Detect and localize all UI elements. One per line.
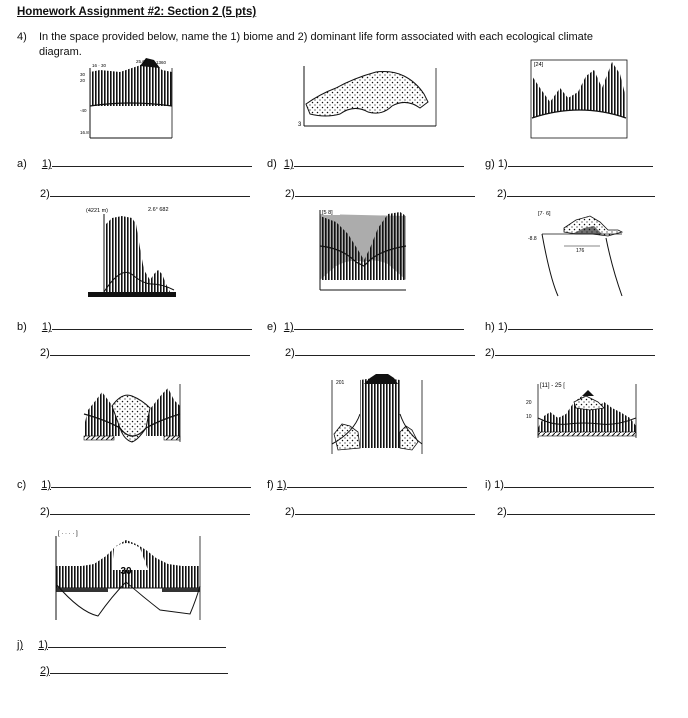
- diagram-b-header-left: (4221 m): [86, 208, 109, 214]
- answer-f-blank2[interactable]: [295, 503, 475, 515]
- climate-diagram-i: [520, 378, 644, 444]
- diagram-i-axis-b: 10: [526, 414, 532, 420]
- diagram-a-axis-low: -40: [80, 108, 87, 113]
- climate-diagram-c: [76, 380, 186, 446]
- answer-j-num2: 2): [40, 665, 50, 677]
- answer-e-letter: e): [267, 321, 277, 333]
- answer-c-blank2[interactable]: [50, 503, 250, 515]
- answer-b-blank2[interactable]: [50, 344, 250, 356]
- answer-b-line2: [40, 344, 250, 359]
- answer-c-line1: [17, 476, 251, 491]
- answer-i-line1: [485, 476, 654, 491]
- answer-h-blank2[interactable]: [495, 344, 655, 356]
- answer-a-num2: 2): [40, 188, 50, 200]
- question-text-line1: In the space provided below, name the 1) biome and 2) dominant life form associated with each ecological climate: [39, 31, 593, 43]
- answer-c-line2: [40, 503, 250, 518]
- answer-j-blank1[interactable]: [48, 636, 226, 648]
- diagram-a-axis-top: 30: [80, 72, 86, 77]
- answer-e-num2: 2): [285, 347, 295, 359]
- answer-h-blank1[interactable]: [508, 318, 653, 330]
- answer-b-letter: b): [17, 321, 27, 333]
- answer-f-blank1[interactable]: [287, 476, 467, 488]
- answer-a-blank2[interactable]: [50, 185, 250, 197]
- climate-diagram-g: [530, 58, 628, 140]
- diagram-b-header-right: 2.6° 682: [148, 207, 169, 213]
- answer-h-line2: [485, 344, 655, 359]
- diagram-h-value: 176: [576, 248, 585, 254]
- answer-j-line1: [17, 636, 226, 651]
- climate-diagram-d: [296, 66, 442, 130]
- answer-b-blank1[interactable]: [52, 318, 252, 330]
- answer-b-num2: 2): [40, 347, 50, 359]
- diagram-f-header: 201: [336, 380, 345, 386]
- answer-a-line2: [40, 185, 250, 200]
- climate-diagram-j: [50, 526, 208, 622]
- answer-g-num1: 1): [497, 158, 508, 170]
- question-text-line2: diagram.: [39, 46, 82, 58]
- answer-h-line1: [485, 318, 653, 333]
- answer-d-line1: [267, 155, 464, 170]
- diagram-h-header: [7· 6]: [538, 211, 551, 217]
- answer-j-blank2[interactable]: [50, 662, 228, 674]
- answer-i-blank2[interactable]: [507, 503, 655, 515]
- diagram-j-value: 30: [120, 566, 132, 577]
- diagram-a-axis-bottom: 16.8: [80, 130, 89, 135]
- diagram-a-axis-mid: 20: [80, 78, 86, 83]
- answer-j-line2: [40, 662, 228, 677]
- answer-e-line2: [285, 344, 475, 359]
- climate-diagram-e: [316, 206, 410, 294]
- answer-f-num1: 1): [276, 479, 287, 491]
- answer-i-num2: 2): [497, 506, 507, 518]
- answer-a-num1: 1): [41, 158, 52, 170]
- diagram-e-header: [5 8]: [322, 210, 333, 216]
- answer-h-num1: 1): [497, 321, 508, 333]
- answer-g-blank2[interactable]: [507, 185, 655, 197]
- answer-a-blank1[interactable]: [52, 155, 252, 167]
- answer-b-num1: 1): [41, 321, 52, 333]
- climate-diagram-h: [528, 208, 634, 302]
- answer-j-num1: 1): [38, 639, 48, 651]
- answer-e-num1: 1): [283, 321, 294, 333]
- diagram-a-label-left: 16 · 30: [92, 63, 107, 68]
- answer-c-letter: c): [17, 479, 27, 491]
- answer-d-num2: 2): [285, 188, 295, 200]
- answer-a-line1: [17, 155, 252, 170]
- answer-g-letter: g): [485, 158, 495, 170]
- answer-f-line2: [285, 503, 475, 518]
- diagram-d-axis: 3: [298, 122, 302, 128]
- answer-d-letter: d): [267, 158, 277, 170]
- question-prompt: [17, 30, 667, 60]
- answer-a-letter: a): [17, 158, 27, 170]
- diagram-i-header: [11] - 25 [: [540, 383, 565, 389]
- answer-d-blank2[interactable]: [295, 185, 475, 197]
- climate-diagram-a: [80, 58, 180, 138]
- answer-c-blank1[interactable]: [51, 476, 251, 488]
- answer-d-line2: [285, 185, 475, 200]
- answer-c-num2: 2): [40, 506, 50, 518]
- answer-f-letter: f): [267, 479, 274, 491]
- answer-g-line2: [497, 185, 655, 200]
- answer-i-num1: 1): [494, 479, 504, 491]
- answer-g-num2: 2): [497, 188, 507, 200]
- diagram-a-label-right: 1360: [156, 60, 167, 65]
- answer-g-blank1[interactable]: [508, 155, 653, 167]
- answer-e-blank1[interactable]: [294, 318, 464, 330]
- answer-c-num1: 1): [41, 479, 52, 491]
- question-number: 4): [17, 31, 27, 43]
- answer-b-line1: [17, 318, 252, 333]
- diagram-g-header: [24]: [534, 62, 544, 68]
- answer-f-line1: [267, 476, 467, 491]
- answer-d-blank1[interactable]: [294, 155, 464, 167]
- answer-i-line2: [497, 503, 655, 518]
- answer-g-line1: [485, 155, 653, 170]
- answer-d-num1: 1): [283, 158, 294, 170]
- answer-h-num2: 2): [485, 347, 495, 359]
- diagram-i-axis-a: 20: [526, 400, 532, 406]
- climate-diagram-f: [326, 374, 426, 458]
- diagram-a-label-mid: 25.6°: [136, 59, 147, 64]
- answer-i-letter: i): [485, 479, 492, 491]
- assignment-title: Homework Assignment #2: Section 2 (5 pts): [17, 6, 257, 18]
- answer-h-letter: h): [485, 321, 495, 333]
- answer-f-num2: 2): [285, 506, 295, 518]
- diagram-j-header: [ · · · · ]: [58, 531, 78, 537]
- answer-e-line1: [267, 318, 464, 333]
- climate-diagram-b: [82, 204, 180, 302]
- answer-i-blank1[interactable]: [504, 476, 654, 488]
- answer-e-blank2[interactable]: [295, 344, 475, 356]
- answer-j-letter: j): [17, 639, 24, 651]
- diagram-h-axis: -8.8: [528, 236, 537, 242]
